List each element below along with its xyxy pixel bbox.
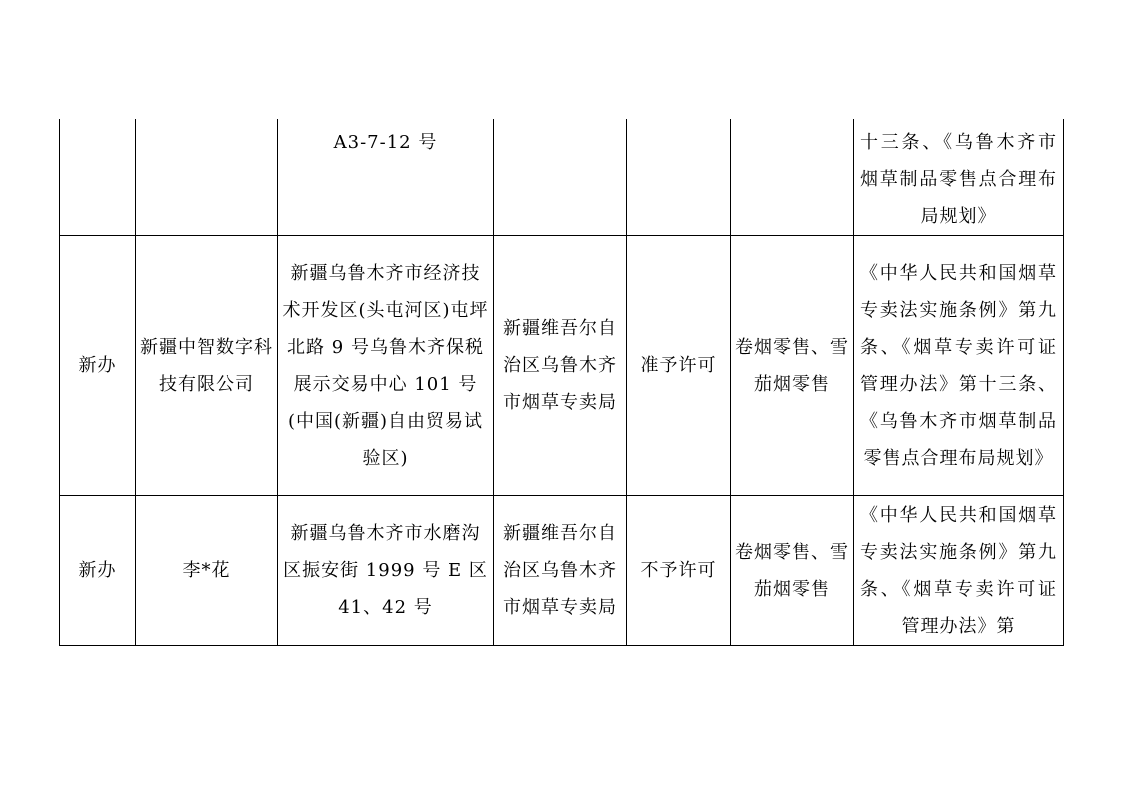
application-type-cell bbox=[60, 119, 136, 236]
issuing-authority-cell: 新疆维吾尔自治区乌鲁木齐市烟草专卖局 bbox=[494, 496, 627, 646]
applicant-name-cell bbox=[136, 119, 278, 236]
decision-cell bbox=[627, 119, 731, 236]
decision-cell: 准予许可 bbox=[627, 236, 731, 496]
business-scope-cell: 卷烟零售、雪茄烟零售 bbox=[731, 496, 854, 646]
business-scope-cell bbox=[731, 119, 854, 236]
business-scope-cell: 卷烟零售、雪茄烟零售 bbox=[731, 236, 854, 496]
issuing-authority-cell bbox=[494, 119, 627, 236]
table-row bbox=[60, 236, 1064, 496]
table-row bbox=[60, 496, 1064, 646]
application-type-cell: 新办 bbox=[60, 496, 136, 646]
applicant-name-cell: 李*花 bbox=[136, 496, 278, 646]
decision-cell: 不予许可 bbox=[627, 496, 731, 646]
legal-basis-cell: 十三条、《乌鲁木齐市烟草制品零售点合理布局规划》 bbox=[854, 119, 1064, 236]
table-row bbox=[60, 119, 1064, 236]
business-address-cell: 新疆乌鲁木齐市水磨沟区振安街 1999 号 E 区 41、42 号 bbox=[278, 496, 494, 646]
applicant-name-cell: 新疆中智数字科技有限公司 bbox=[136, 236, 278, 496]
business-address-cell: 新疆乌鲁木齐市经济技术开发区(头屯河区)屯坪北路 9 号乌鲁木齐保税展示交易中心 101 号(中国(新疆)自由贸易试验区) bbox=[278, 236, 494, 496]
application-type-cell: 新办 bbox=[60, 236, 136, 496]
issuing-authority-cell: 新疆维吾尔自治区乌鲁木齐市烟草专卖局 bbox=[494, 236, 627, 496]
legal-basis-cell: 《中华人民共和国烟草专卖法实施条例》第九条、《烟草专卖许可证管理办法》第 bbox=[854, 496, 1064, 646]
legal-basis-cell: 《中华人民共和国烟草专卖法实施条例》第九条、《烟草专卖许可证管理办法》第十三条、《乌鲁木齐市烟草制品零售点合理布局规划》 bbox=[854, 236, 1064, 496]
business-address-cell: A3-7-12 号 bbox=[278, 119, 494, 236]
license-table bbox=[59, 119, 1064, 646]
